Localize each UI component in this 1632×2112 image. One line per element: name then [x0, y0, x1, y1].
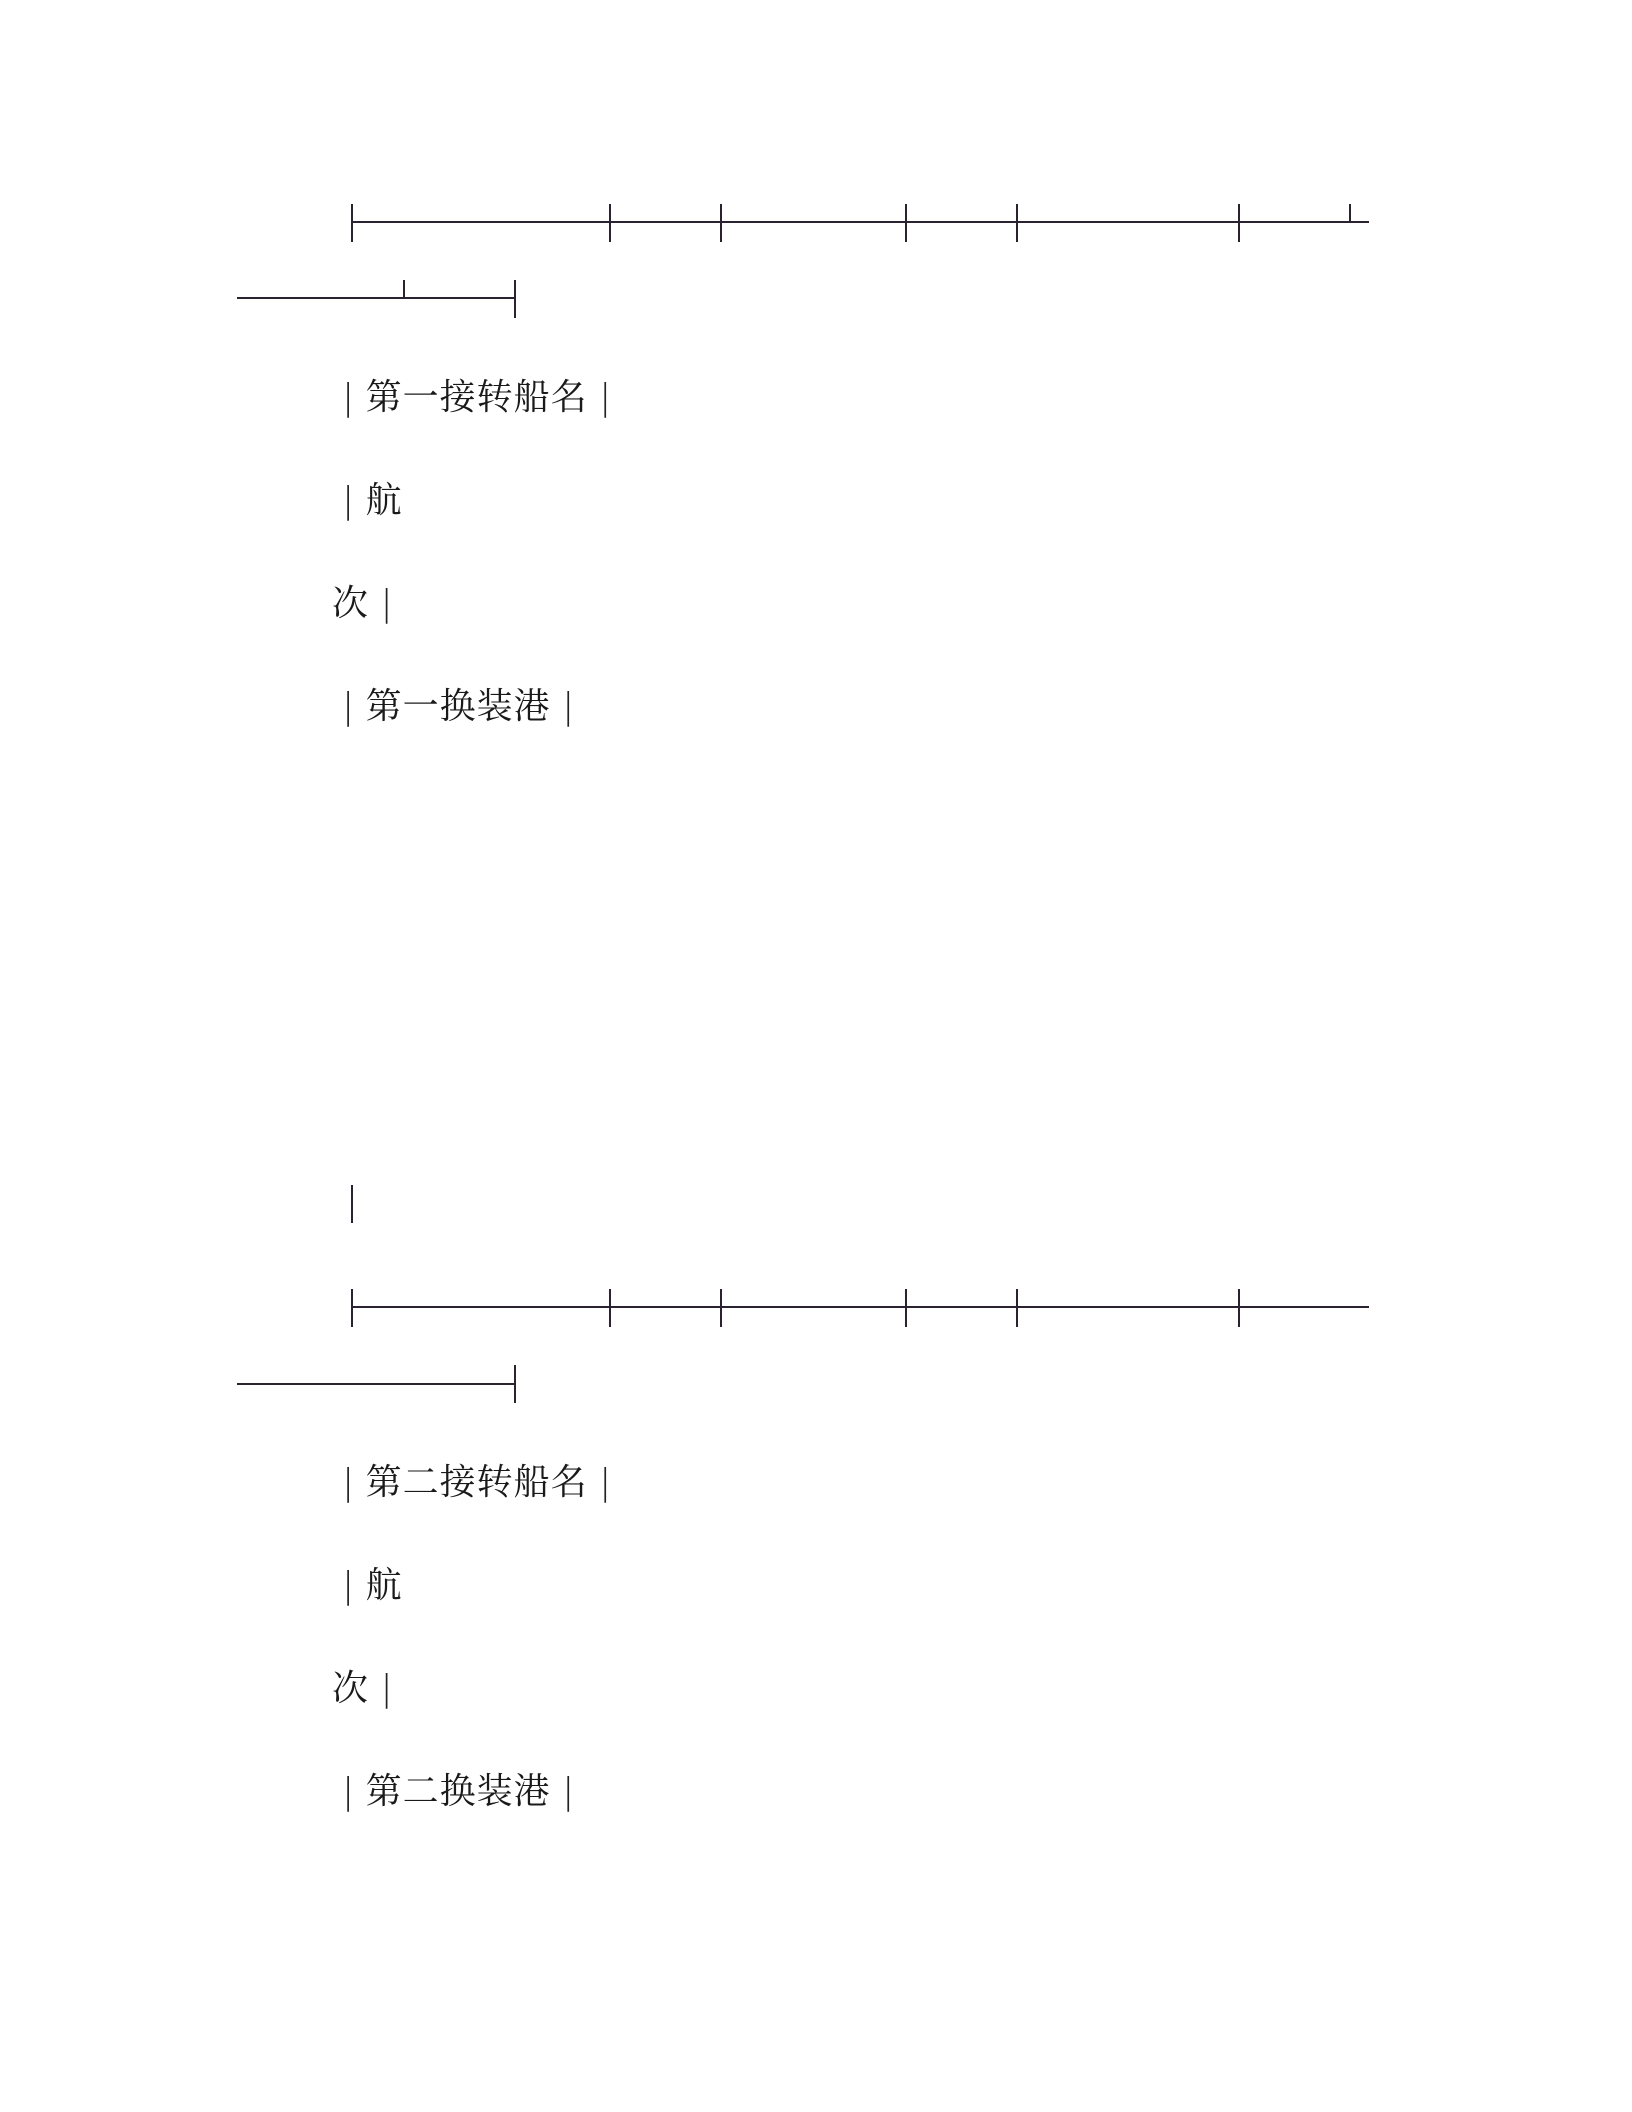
table-rule-tick: [403, 280, 405, 298]
second-voyage-label-part2: 次: [332, 1668, 370, 1709]
table-border: |: [562, 1771, 575, 1812]
table-border: |: [599, 377, 612, 418]
table-rule-tick: [609, 204, 611, 242]
table-border: |: [380, 583, 393, 624]
second-voyage-row-b: [332, 1667, 393, 1711]
table-border: |: [562, 686, 575, 727]
second-vessel-name-row: [342, 1461, 611, 1505]
first-voyage-row-a: [342, 479, 403, 523]
second-transshipment-port-label: 第二换装港: [365, 1771, 551, 1812]
table-border: |: [342, 1565, 355, 1606]
table-rule-line: [352, 221, 1369, 223]
table-rule-tick: [1238, 204, 1240, 242]
table-rule-tick: [1349, 204, 1351, 222]
table-rule-tick: [514, 1365, 516, 1403]
table-border: |: [342, 686, 355, 727]
table-rule-line: [352, 1306, 1369, 1308]
first-vessel-name-label: 第一接转船名: [365, 377, 588, 418]
first-transshipment-port-label: 第一换装港: [365, 686, 551, 727]
table-rule-tick: [720, 204, 722, 242]
table-rule-tick: [905, 204, 907, 242]
table-rule-tick: [609, 1289, 611, 1327]
table-rule-tick: [905, 1289, 907, 1327]
table-rule-tick: [351, 204, 353, 242]
table-border: |: [342, 1462, 355, 1503]
table-border: |: [342, 1771, 355, 1812]
table-rule-line: [237, 1383, 514, 1385]
second-vessel-name-label: 第二接转船名: [365, 1462, 588, 1503]
first-voyage-label-part2: 次: [332, 583, 370, 624]
table-border: |: [599, 1462, 612, 1503]
first-voyage-row-b: [332, 582, 393, 626]
table-rule-tick: [1016, 1289, 1018, 1327]
table-border: |: [342, 480, 355, 521]
second-voyage-row-a: [342, 1564, 403, 1608]
table-rule-tick: [514, 280, 516, 318]
table-rule-line: [237, 297, 514, 299]
first-vessel-name-row: [342, 376, 611, 420]
table-rule-tick: [1238, 1289, 1240, 1327]
table-rule-tick: [1016, 204, 1018, 242]
first-voyage-label-part1: 航: [365, 480, 403, 521]
second-voyage-label-part1: 航: [365, 1565, 403, 1606]
table-border-mark: [351, 1185, 353, 1223]
table-rule-tick: [351, 1289, 353, 1327]
table-border: |: [380, 1668, 393, 1709]
table-rule-tick: [720, 1289, 722, 1327]
second-transshipment-port-row: [342, 1770, 574, 1814]
table-border: |: [342, 377, 355, 418]
first-transshipment-port-row: [342, 685, 574, 729]
